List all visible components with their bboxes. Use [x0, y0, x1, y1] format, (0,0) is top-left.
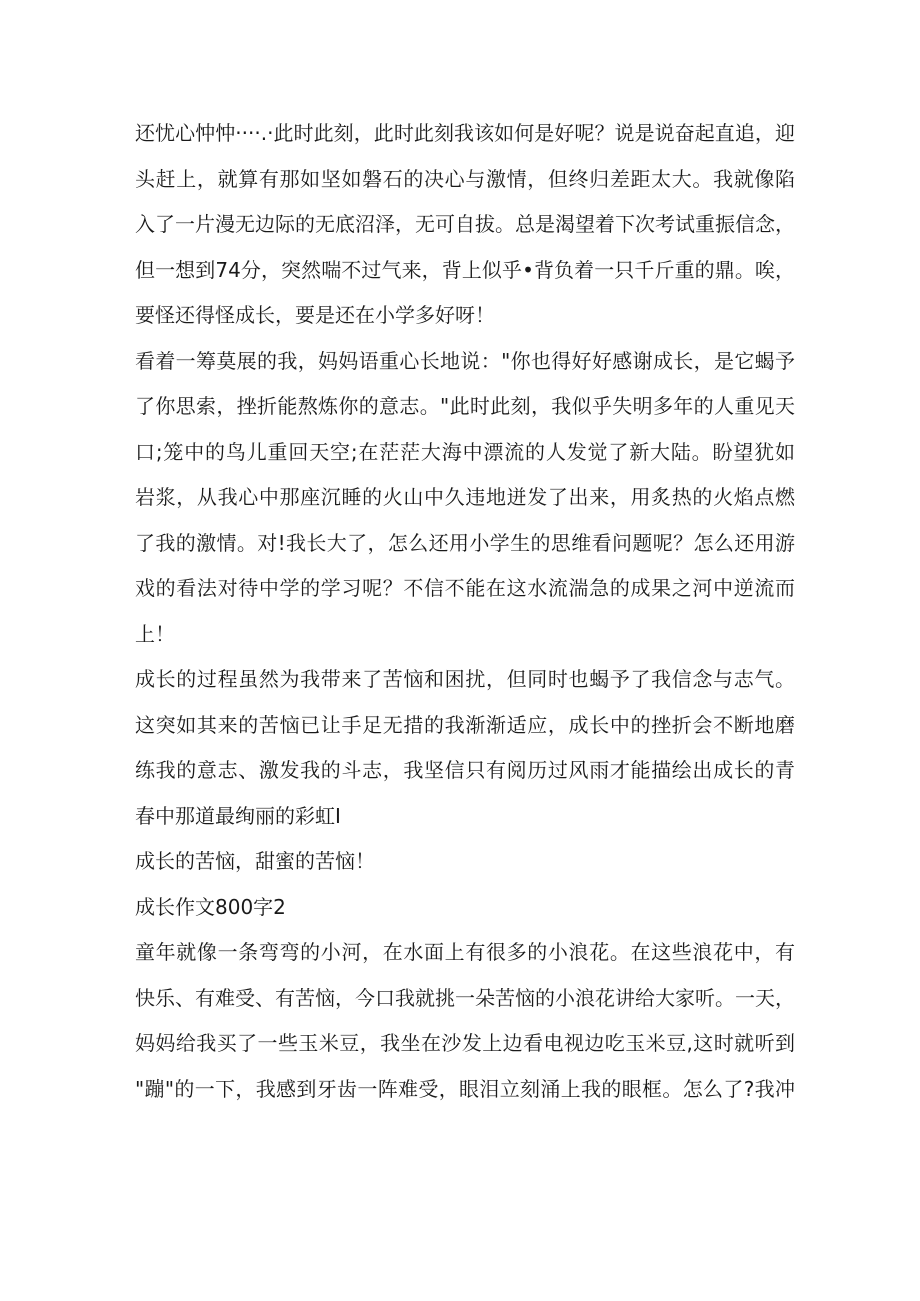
text-line: 但一想到74分，突然喘不过气来，背上似乎•背负着一只千斤重的鼎。唉，	[135, 257, 795, 282]
text-line: 岩浆，从我心中那座沉睡的火山中久违地迸发了出来，用炙热的火焰点燃	[135, 485, 795, 509]
text-line: 春中那道最绚丽的彩虹I	[135, 803, 341, 828]
text-line: 这突如其来的苦恼已让手足无措的我渐渐适应，成长中的挫折会不断地磨	[135, 712, 795, 737]
text-line: 要怪还得怪成长，要是还在小学多好呀！	[135, 303, 495, 327]
text-line: 口;笼中的鸟儿重回天空;在茫茫大海中漂流的人发觉了新大陆。盼望犹如	[135, 439, 795, 464]
text-line: 入了一片漫无边际的无底沼泽，无可自拔。总是渴望着下次考试重振信念，	[135, 212, 795, 236]
text-line: 还忧心忡忡····.·此时此刻，此时此刻我该如何是好呢？说是说奋起直追，迎	[135, 121, 795, 145]
text-line: 了你思索，挫折能熬炼你的意志。"此时此刻，我似乎失明多年的人重见天	[135, 394, 795, 418]
text-line: 成长的苦恼，甜蜜的苦恼！	[135, 849, 375, 873]
text-line: "蹦"的一下，我感到牙齿一阵难受，眼泪立刻涌上我的眼框。怎么了?我冲	[135, 1076, 795, 1101]
text-line: 戏的看法对待中学的学习呢？不信不能在这水流湍急的成果之河中逆流而	[135, 576, 795, 600]
text-line: 妈妈给我买了一些玉米豆，我坐在沙发上边看电视边吃玉米豆,这时就听到	[135, 1031, 795, 1055]
text-line: 头赶上，就算有那如坚如磐石的决心与激情，但终归差距太大。我就像陷	[135, 166, 795, 191]
text-line: 童年就像一条弯弯的小河，在水面上有很多的小浪花。在这些浪花中，有	[135, 940, 795, 964]
text-line: 看着一筹莫展的我，妈妈语重心长地说："你也得好好感谢成长，是它蝎予	[135, 348, 795, 373]
section-heading: 成长作文800字2	[135, 894, 286, 919]
text-line: 快乐、有难受、有苦恼，今口我就挑一朵苦恼的小浪花讲给大家听。一天，	[135, 985, 795, 1010]
text-line: 成长的过程虽然为我带来了苦恼和困扰，但同时也蝎予了我信念与志气。	[135, 667, 795, 691]
text-line: 练我的意志、激发我的斗志，我坚信只有阅历过风雨才能描绘出成长的青	[135, 758, 795, 782]
document-page	[135, 111, 795, 1112]
text-line: 上！	[135, 621, 175, 646]
text-line: 了我的激情。对!我长大了，怎么还用小学生的思维看问题呢？怎么还用游	[135, 530, 795, 555]
